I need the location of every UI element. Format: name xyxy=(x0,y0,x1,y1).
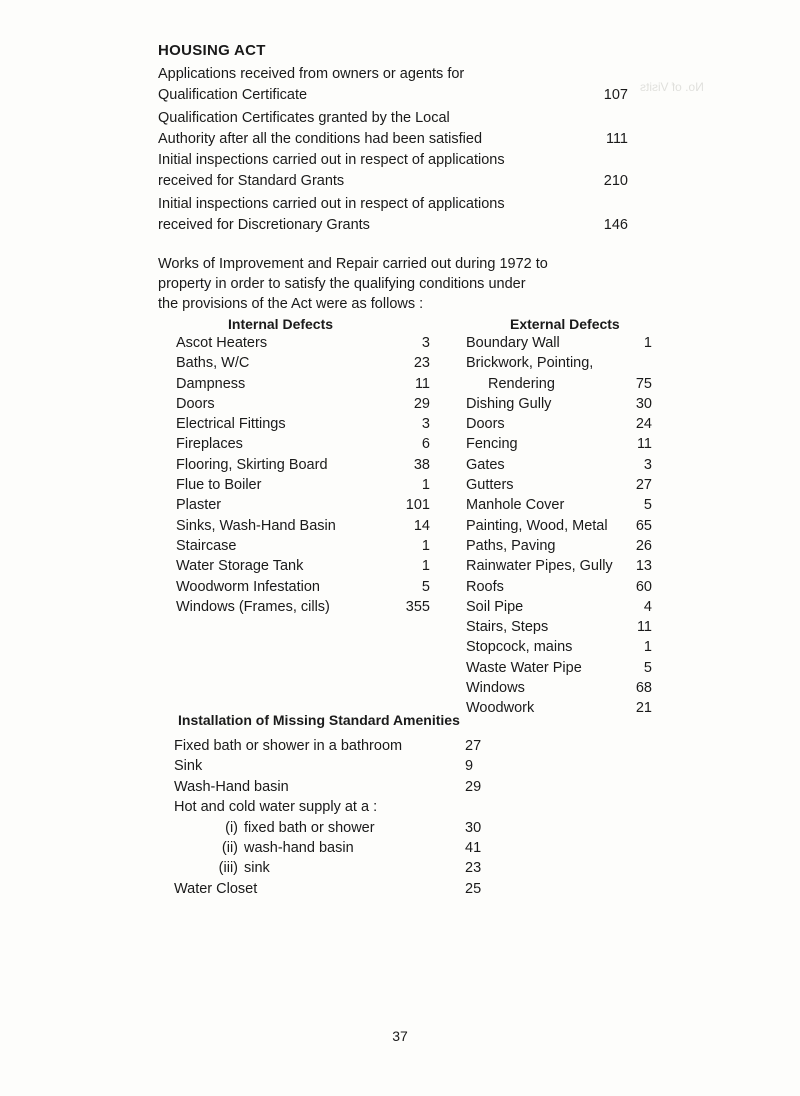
amenity-count: 9 xyxy=(465,758,474,775)
defect-row xyxy=(176,556,430,576)
defect-count: 26 xyxy=(635,537,652,554)
amenity-label: Fixed bath or shower in a bathroom xyxy=(174,738,403,754)
defect-row xyxy=(176,374,430,394)
defect-label: Staircase xyxy=(176,537,237,554)
amenity-count: 41 xyxy=(465,839,482,856)
defect-label: Doors xyxy=(176,395,215,412)
defect-count: 23 xyxy=(413,355,430,372)
defect-row xyxy=(466,333,652,353)
defect-row xyxy=(466,617,652,637)
defect-row xyxy=(176,536,430,556)
internal-defects-heading: Internal Defects xyxy=(228,316,334,332)
defect-row xyxy=(176,333,430,353)
amenity-label: Wash-Hand basin xyxy=(174,778,289,795)
defect-count: 75 xyxy=(635,375,652,392)
application-value: 210 xyxy=(603,173,628,189)
defect-row xyxy=(466,536,652,556)
amenity-count: 27 xyxy=(465,738,482,754)
amenity-count: 23 xyxy=(465,860,482,877)
defect-label: Boundary Wall xyxy=(466,335,560,351)
defect-count: 1 xyxy=(421,477,430,494)
defect-label: Soil Pipe xyxy=(466,598,524,615)
defect-count: 68 xyxy=(635,680,652,697)
amenity-label: fixed bath or shower xyxy=(244,819,375,836)
defect-row xyxy=(466,577,652,597)
defect-label: Dishing Gully xyxy=(466,395,552,412)
defect-label: Ascot Heaters xyxy=(176,335,268,351)
defect-count: 6 xyxy=(421,436,430,453)
section-heading: HOUSING ACT xyxy=(158,42,266,59)
defect-row xyxy=(176,434,430,454)
defect-row xyxy=(176,516,430,536)
defect-label: Woodwork xyxy=(466,700,535,717)
defect-label: Plaster xyxy=(176,497,222,514)
defect-row xyxy=(176,353,430,373)
defect-label: Baths, W/C xyxy=(176,355,250,372)
amenity-numeral: (ii) xyxy=(221,839,238,856)
defect-row xyxy=(466,475,652,495)
amenity-count: 29 xyxy=(465,778,482,795)
defect-count: 1 xyxy=(643,335,652,351)
defect-label: Flue to Boiler xyxy=(176,477,262,494)
defect-row xyxy=(466,455,652,475)
defect-count: 3 xyxy=(421,335,430,351)
defect-row xyxy=(466,556,652,576)
defect-label: Electrical Fittings xyxy=(176,416,286,433)
defect-label: Painting, Wood, Metal xyxy=(466,517,608,534)
defect-row xyxy=(176,577,430,597)
amenity-label: wash-hand basin xyxy=(244,839,354,856)
defect-count: 21 xyxy=(635,700,652,717)
defect-label: Sinks, Wash-Hand Basin xyxy=(176,517,336,534)
defect-count: 5 xyxy=(643,497,652,514)
defect-count: 60 xyxy=(635,578,652,595)
defect-label: Flooring, Skirting Board xyxy=(176,456,328,473)
defect-row xyxy=(176,475,430,495)
amenities-heading: Installation of Missing Standard Amenities xyxy=(178,712,460,728)
amenity-numeral: (iii) xyxy=(218,860,238,877)
works-paragraph: Works of Improvement and Repair carried out during 1972 to property in order to satisfy the qualifying conditions under the provisions of the Act were as follows : xyxy=(158,256,548,312)
defect-label: Fencing xyxy=(466,436,518,453)
amenity-row xyxy=(174,858,484,878)
defect-count: 101 xyxy=(405,497,430,514)
defect-count: 30 xyxy=(635,395,652,412)
amenities-list xyxy=(174,736,484,899)
defect-label: Gates xyxy=(466,456,505,473)
defect-label: Rainwater Pipes, Gully xyxy=(466,558,613,575)
defect-count: 1 xyxy=(421,537,430,554)
defect-count: 13 xyxy=(635,558,652,575)
defect-label: Doors xyxy=(466,416,505,433)
defect-label: Paths, Paving xyxy=(466,537,556,554)
defect-count: 4 xyxy=(643,598,652,615)
defect-row xyxy=(466,597,652,617)
amenity-label: Water Closet xyxy=(174,880,258,897)
defect-count: 11 xyxy=(636,436,652,453)
external-defects-heading: External Defects xyxy=(510,316,620,332)
defect-row xyxy=(176,414,430,434)
defect-row xyxy=(466,495,652,515)
defect-count: 5 xyxy=(643,659,652,676)
amenity-label: Hot and cold water supply at a : xyxy=(174,799,378,816)
internal-defects-list xyxy=(176,333,430,617)
amenity-row xyxy=(174,838,484,858)
application-value: 111 xyxy=(605,131,628,147)
defect-label: Waste Water Pipe xyxy=(466,659,582,676)
defect-label: Brickwork, Pointing, xyxy=(466,355,594,372)
amenity-label: sink xyxy=(244,860,270,877)
defect-row xyxy=(466,698,652,718)
defect-count: 24 xyxy=(635,416,652,433)
defect-row xyxy=(466,374,652,394)
defect-row xyxy=(466,516,652,536)
defect-count: 65 xyxy=(635,517,652,534)
defect-row xyxy=(176,455,430,475)
defect-count: 29 xyxy=(413,395,430,412)
defect-row xyxy=(176,394,430,414)
application-row: Initial inspections carried out in respect of applications received for Standard Grants 210 xyxy=(158,150,628,192)
defect-row xyxy=(466,678,652,698)
defect-row xyxy=(466,637,652,657)
defect-count: 11 xyxy=(636,619,652,636)
amenity-row xyxy=(174,756,484,776)
amenity-row xyxy=(174,818,484,838)
defect-label: Dampness xyxy=(176,375,246,392)
amenity-row xyxy=(174,797,484,817)
defect-label: Stopcock, mains xyxy=(466,639,573,656)
external-defects-list xyxy=(466,333,652,719)
application-row: Applications received from owners or agents for Qualification Certificate 107 xyxy=(158,64,628,106)
amenity-row xyxy=(174,777,484,797)
defect-label: Manhole Cover xyxy=(466,497,565,514)
defect-count: 27 xyxy=(635,477,652,494)
defect-count: 5 xyxy=(421,578,430,595)
show-through-text: No. of Visits xyxy=(640,80,704,94)
defect-count: 1 xyxy=(643,639,652,656)
amenity-numeral: (i) xyxy=(225,819,238,836)
defect-count: 1 xyxy=(421,558,430,575)
amenity-count: 30 xyxy=(465,819,482,836)
defect-label: Stairs, Steps xyxy=(466,619,549,636)
application-value: 146 xyxy=(603,217,628,233)
application-row: Qualification Certificates granted by the Local Authority after all the conditions had been satisfied 111 xyxy=(158,108,628,150)
defect-count: 3 xyxy=(643,456,652,473)
defect-count: 3 xyxy=(421,416,430,433)
page-number: 37 xyxy=(392,1028,408,1044)
defect-count: 14 xyxy=(413,517,430,534)
defect-label: Fireplaces xyxy=(176,436,243,453)
defect-row xyxy=(466,394,652,414)
defect-row xyxy=(466,658,652,678)
defect-label: Rendering xyxy=(488,375,555,392)
defect-row xyxy=(466,434,652,454)
amenity-count: 25 xyxy=(465,880,482,897)
defect-row xyxy=(176,495,430,515)
defect-count: 38 xyxy=(413,456,430,473)
defect-row xyxy=(466,414,652,434)
defect-label: Gutters xyxy=(466,477,514,494)
defect-row xyxy=(176,597,430,617)
application-value: 107 xyxy=(603,87,628,103)
defect-label: Windows (Frames, cills) xyxy=(176,598,330,615)
defect-label: Water Storage Tank xyxy=(176,558,304,575)
defect-count: 11 xyxy=(414,375,430,392)
defect-label: Roofs xyxy=(466,578,504,595)
amenity-label: Sink xyxy=(174,758,203,775)
defect-row xyxy=(466,353,652,373)
defect-count: 355 xyxy=(405,598,430,615)
amenity-row xyxy=(174,736,484,756)
application-row: Initial inspections carried out in respect of applications received for Discretionary Grants 146 xyxy=(158,194,628,236)
defect-label: Woodworm Infestation xyxy=(176,578,320,595)
amenity-row xyxy=(174,879,484,899)
defect-label: Windows xyxy=(466,680,525,697)
